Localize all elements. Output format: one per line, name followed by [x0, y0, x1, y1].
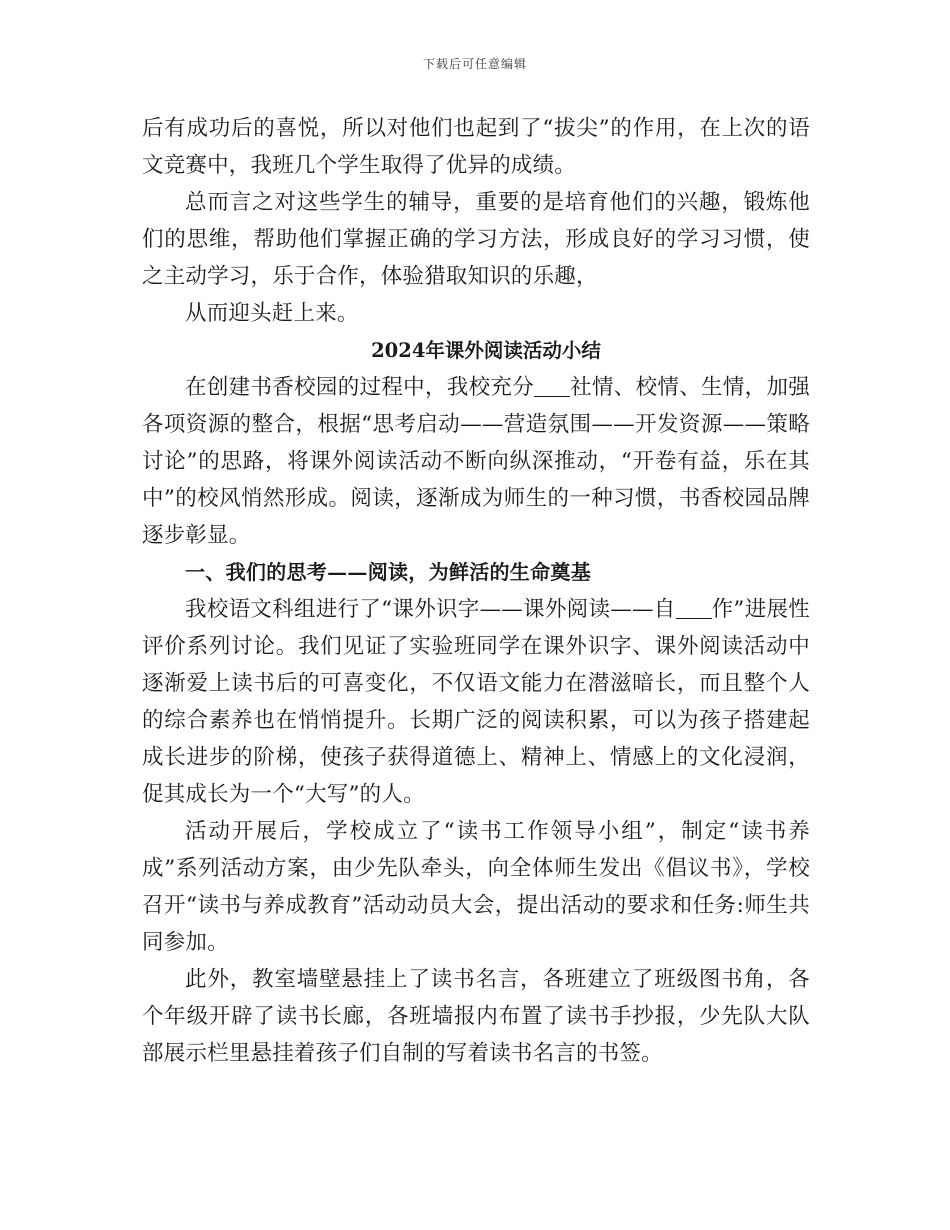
section-title: 2024年课外阅读活动小结: [371, 339, 601, 362]
blank-underline: [676, 597, 712, 620]
document-body: [142, 110, 810, 1072]
paragraph-environment: 此外，教室墙壁悬挂上了读书名言，各班建立了班级图书角，各个年级开辟了读书长廊，各班墙报内布置了读书手抄报，少先队大队部展示栏里悬挂着孩子们自制的写着读书名言的书签。: [142, 967, 810, 1066]
subheading-thinking: 一、我们的思考——阅读，为鲜活的生命奠基: [185, 560, 591, 584]
paragraph-research: [142, 591, 810, 813]
paragraph-research-part2: 作”进展性评价系列讨论。我们见证了实验班同学在课外识字、课外阅读活动中逐渐爱上读书后的可喜变化，不仅语文能力在潜滋暗长，而且整个人的综合素养也在悄悄提升。长期广泛的阅读积累，可以为孩子搭建起成长进步的阶梯，使孩子获得道德上、精神上、情感上的文化浸润，促其成长为一个“大写”的人。: [142, 597, 811, 807]
paragraph-continuation: 后有成功后的喜悦，所以对他们也起到了“拔尖”的作用，在上次的语文竞赛中，我班几个学生取得了优异的成绩。: [142, 116, 810, 178]
paragraph-activities: 活动开展后，学校成立了“读书工作领导小组”，制定“读书养成”系列活动方案，由少先队牵头，向全体师生发出《倡议书》，学校召开“读书与养成教育”活动动员大会，提出活动的要求和任务:师生共同参加。: [142, 819, 810, 955]
blank-underline: [534, 375, 570, 398]
paragraph-intro: [142, 369, 810, 554]
paragraph-intro-part2: 社情、校情、生情，加强各项资源的整合，根据“思考启动——营造氛围——开发资源——策略讨论”的思路，将课外阅读活动不断向纵深推动，“开卷有益，乐在其中”的校风悄然形成。阅读，逐渐成为师生的一种习惯，书香校园品牌逐步彰显。: [142, 375, 811, 548]
paragraph-research-part1: 我校语文科组进行了“课外识字——课外阅读——自: [185, 597, 676, 622]
paragraph-conclusion: 从而迎头赶上来。: [185, 301, 359, 326]
paragraph-summary: 总而言之对这些学生的辅导，重要的是培育他们的兴趣，锻炼他们的思维，帮助他们掌握正确的学习方法，形成良好的学习习惯，使之主动学习，乐于合作，体验猎取知识的乐趣，: [142, 190, 810, 289]
paragraph-intro-part1: 在创建书香校园的过程中，我校充分: [185, 375, 535, 400]
page-header: 下载后可任意编辑: [422, 57, 527, 71]
